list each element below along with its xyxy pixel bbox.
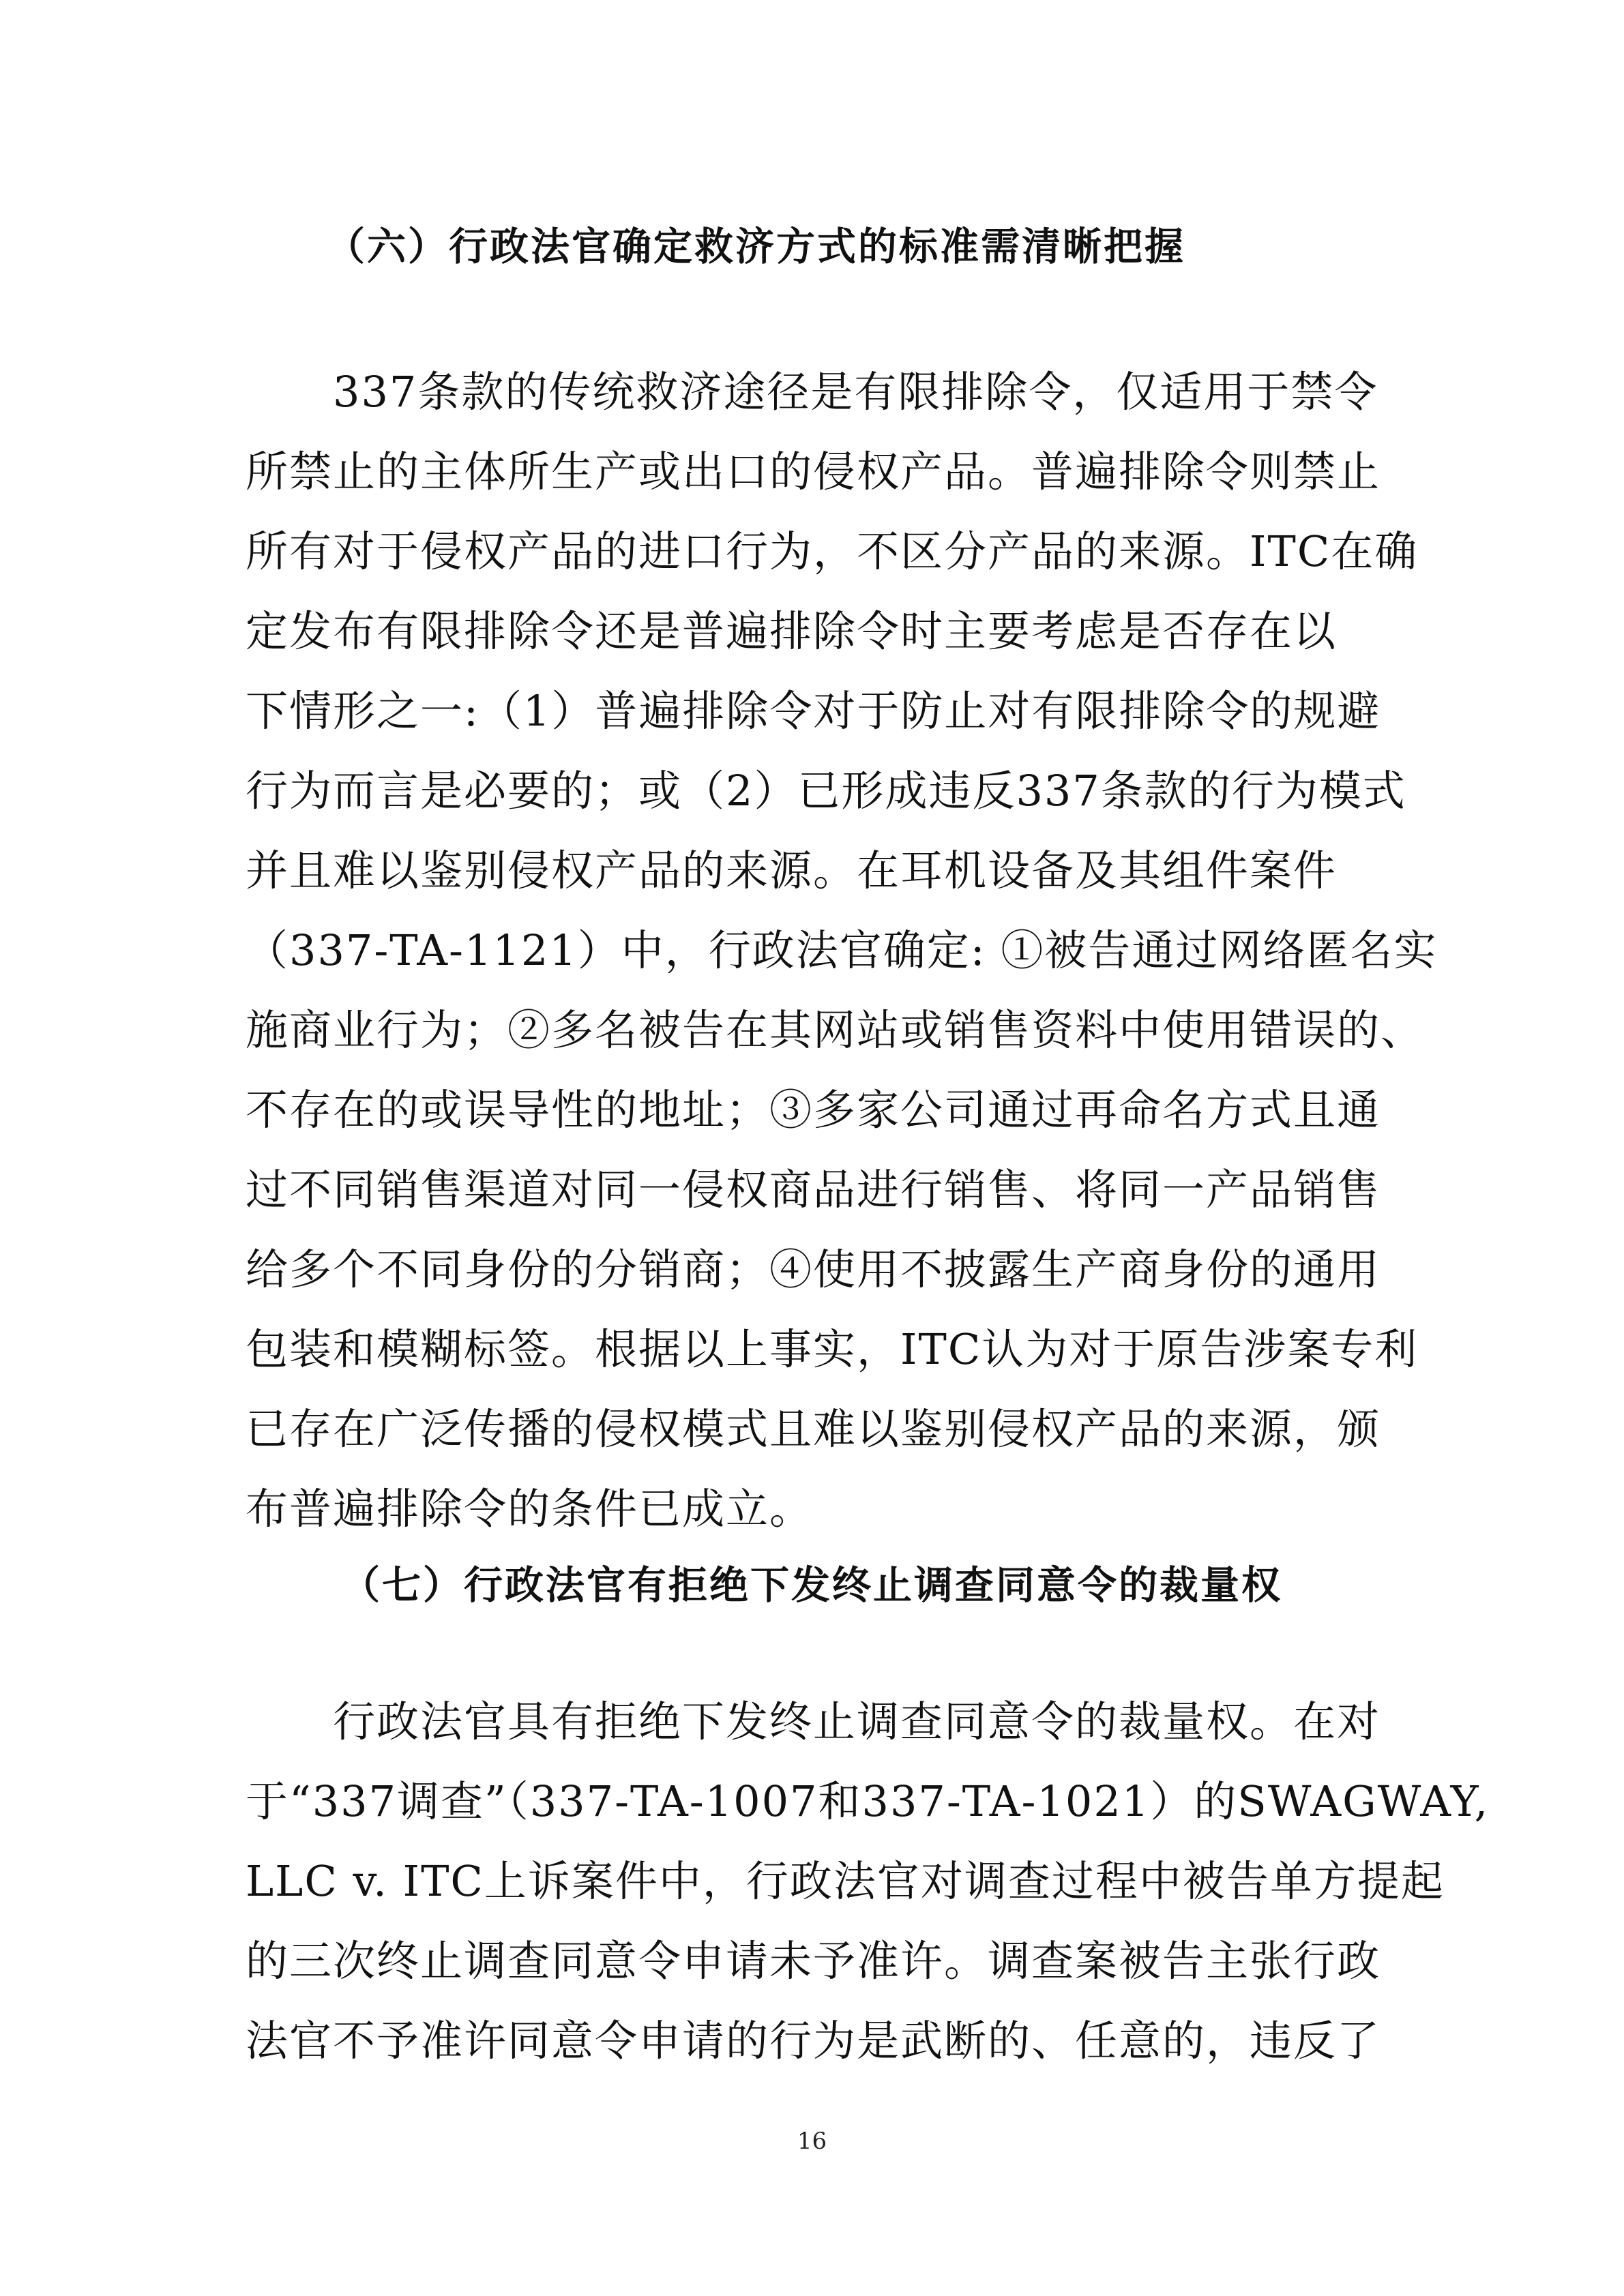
paragraph-line: 施商业行为；②多名被告在其网站或销售资料中使用错误的、 xyxy=(246,1005,1425,1055)
paragraph-line: 包装和模糊标签。根据以上事实，ITC认为对于原告涉案专利 xyxy=(246,1324,1419,1374)
paragraph-line: 所有对于侵权产品的进口行为，不区分产品的来源。ITC在确 xyxy=(246,526,1419,576)
paragraph-line: LLC v. ITC上诉案件中，行政法官对调查过程中被告单方提起 xyxy=(246,1856,1445,1906)
section-7-paragraph xyxy=(246,1682,1490,2081)
section-7-heading: （七）行政法官有拒绝下发终止调查同意令的裁量权 xyxy=(341,1563,1282,1608)
paragraph-line: 于“337调查”（337-TA-1007和337-TA-1021）的SWAGWAY, xyxy=(246,1776,1490,1826)
section-6-heading: （六）行政法官确定救济方式的标准需清晰把握 xyxy=(326,224,1185,269)
paragraph-line: 337条款的传统救济途径是有限排除令，仅适用于禁令 xyxy=(333,367,1378,417)
paragraph-line: 已存在广泛传播的侵权模式且难以鉴别侵权产品的来源，颁 xyxy=(246,1404,1381,1454)
page-number: 16 xyxy=(797,2128,827,2155)
paragraph-line: 所禁止的主体所生产或出口的侵权产品。普遍排除令则禁止 xyxy=(246,447,1381,496)
paragraph-line: 的三次终止调查同意令申请未予准许。调查案被告主张行政 xyxy=(246,1936,1381,1986)
paragraph-line: （337-TA-1121）中，行政法官确定: ①被告通过网络匿名实 xyxy=(246,925,1438,975)
paragraph-line: 行为而言是必要的；或（2）已形成违反337条款的行为模式 xyxy=(246,766,1406,816)
paragraph-line: 不存在的或误导性的地址；③多家公司通过再命名方式且通 xyxy=(246,1085,1381,1135)
paragraph-line: 法官不予准许同意令申请的行为是武断的、任意的，违反了 xyxy=(246,2016,1381,2066)
paragraph-line: 定发布有限排除令还是普遍排除令时主要考虑是否存在以 xyxy=(246,606,1338,656)
paragraph-line: 下情形之一:（1）普遍排除令对于防止对有限排除令的规避 xyxy=(246,686,1381,736)
paragraph-line: 过不同销售渠道对同一侵权商品进行销售、将同一产品销售 xyxy=(246,1165,1381,1214)
paragraph-line: 给多个不同身份的分销商；④使用不披露生产商身份的通用 xyxy=(246,1244,1381,1294)
paragraph-line: 并且难以鉴别侵权产品的来源。在耳机设备及其组件案件 xyxy=(246,846,1338,895)
section-6-paragraph xyxy=(246,352,1438,1549)
paragraph-line: 行政法官具有拒绝下发终止调查同意令的裁量权。在对 xyxy=(333,1697,1381,1746)
paragraph-line: 布普遍排除令的条件已成立。 xyxy=(246,1484,814,1534)
